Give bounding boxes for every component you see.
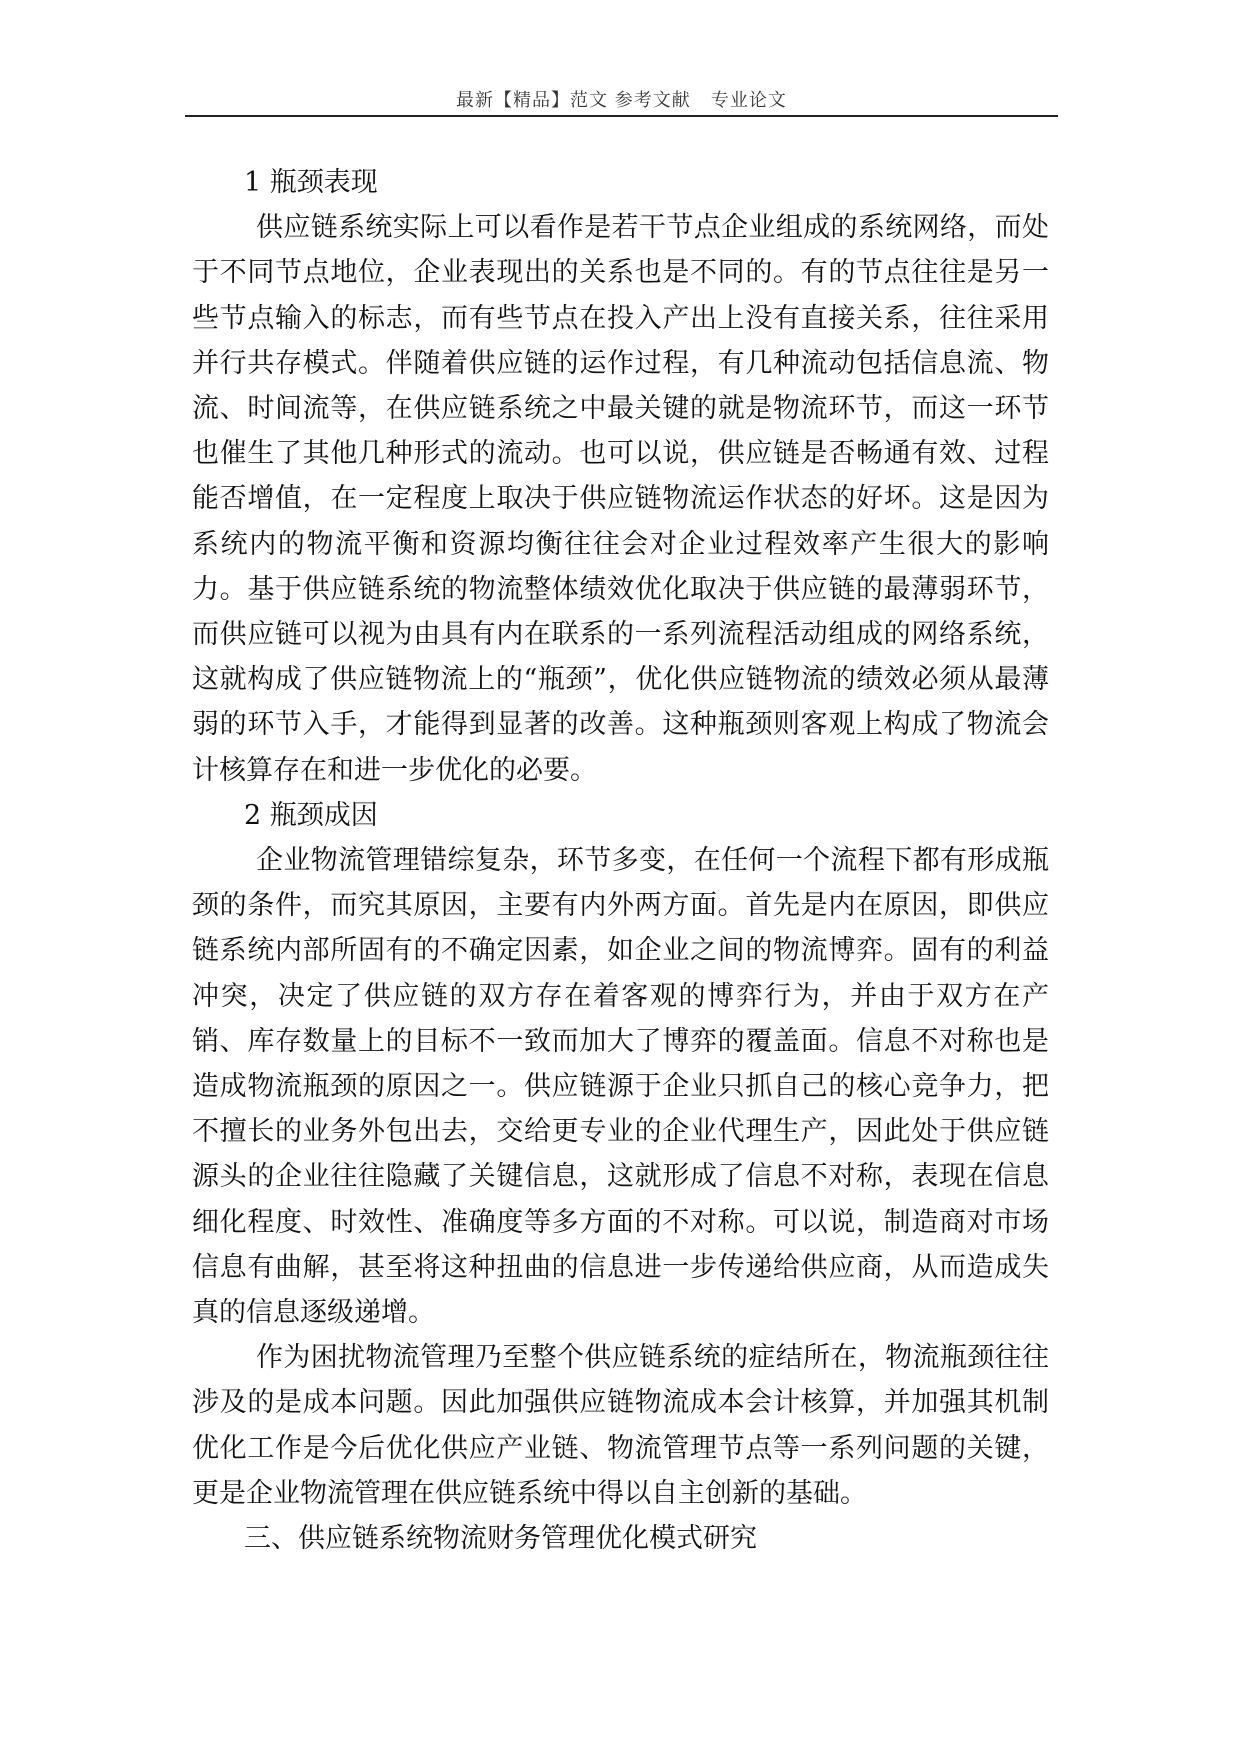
paragraph-bottleneck-causes: 企业物流管理错综复杂，环节多变，在任何一个流程下都有形成瓶颈的条件，而究其原因，主要有内外两方面。首先是内在原因，即供应链系统内部所固有的不确定因素，如企业之间的物流博弈。固有的利益冲突，决定了供应链的双方存在着客观的博弈行为，并由于双方在产销、库存数量上的目标不一致而加大了博弈的覆盖面。信息不对称也是造成物流瓶颈的原因之一。供应链源于企业只抓自己的核心竞争力，把不擅长的业务外包出去，交给更专业的企业代理生产，因此处于供应链源头的企业往往隐藏了关键信息，这就形成了信息不对称，表现在信息细化程度、时效性、准确度等多方面的不对称。可以说，制造商对市场信息有曲解，甚至将这种扭曲的信息进一步传递给供应商，从而造成失真的信息逐级递增。 [192,845,1049,1329]
section-heading-optimization-model: 三、供应链系统物流财务管理优化模式研究 [244,1523,757,1555]
page-header: 最新【精品】范文 参考文献 专业论文 [456,90,787,111]
header-rule [185,115,1058,117]
document-body [192,160,1049,1561]
paragraph-cost-accounting: 作为困扰物流管理乃至整个供应链系统的症结所在，物流瓶颈往往涉及的是成本问题。因此加强供应链物流成本会计核算，并加强其机制优化工作是今后优化供应产业链、物流管理节点等一系列问题的关键，更是企业物流管理在供应链系统中得以自主创新的基础。 [192,1342,1049,1509]
section-heading-bottleneck-causes: 2 瓶颈成因 [244,799,378,831]
section-heading-bottleneck-manifestation: 1 瓶颈表现 [244,167,378,198]
paragraph-bottleneck-manifestation: 供应链系统实际上可以看作是若干节点企业组成的系统网络，而处于不同节点地位，企业表现出的关系也是不同的。有的节点往往是另一些节点输入的标志，而有些节点在投入产出上没有直接关系，往往采用并行共存模式。伴随着供应链的运作过程，有几种流动包括信息流、物流、时间流等，在供应链系统之中最关键的就是物流环节，而这一环节也催生了其他几种形式的流动。也可以说，供应链是否畅通有效、过程能否增值，在一定程度上取决于供应链物流运作状态的好坏。这是因为系统内的物流平衡和资源均衡往往会对企业过程效率产生很大的影响力。基于供应链系统的物流整体绩效优化取决于供应链的最薄弱环节，而供应链可以视为由具有内在联系的一系列流程活动组成的网络系统，这就构成了供应链物流上的“瓶颈”，优化供应链物流的绩效必须从最薄弱的环节入手，才能得到显著的改善。这种瓶颈则客观上构成了物流会计核算存在和进一步优化的必要。 [192,212,1049,786]
